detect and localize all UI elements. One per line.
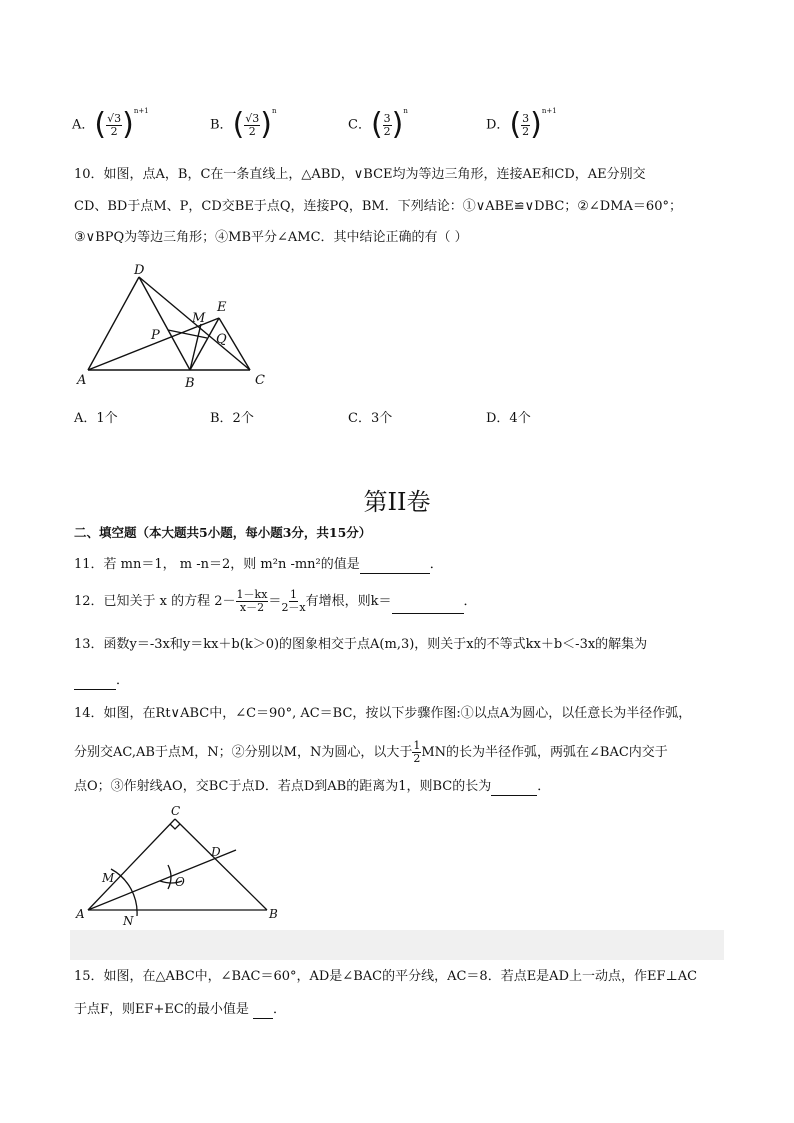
- label-e: E: [217, 300, 227, 315]
- exponent: n+1: [133, 107, 149, 116]
- q9-option-b-label: B．: [210, 117, 233, 133]
- q14-end: ．: [537, 779, 551, 794]
- label-m: M: [102, 871, 115, 885]
- q15-line2: [74, 1001, 286, 1019]
- q14-line2: [74, 740, 668, 765]
- q11-text: 11．若 mn＝1， m -n＝2，则 m²n -mn²的值是: [74, 557, 360, 572]
- q13-answer-blank: [74, 689, 116, 690]
- fraction-numerator: √3: [245, 111, 260, 125]
- q10-option-a: A．1个: [74, 411, 118, 426]
- q12: [74, 589, 477, 614]
- q9-option-b-fraction: [244, 113, 260, 138]
- fraction-numerator: 1－kx: [236, 588, 268, 601]
- q9-option-d-fraction: [521, 113, 530, 138]
- exponent: n: [403, 107, 408, 116]
- q11-end: ．: [429, 557, 443, 572]
- q15-end: ．: [273, 1002, 287, 1017]
- q10-triangle-figure: [70, 260, 280, 395]
- q9-option-c: [348, 107, 408, 142]
- fraction-denominator: 2: [413, 752, 421, 765]
- paren-close: ): [530, 107, 542, 142]
- q12-equals: ＝: [268, 594, 282, 609]
- q10-line1: 10．如图，点A，B，C在一条直线上，△ABD，∨BCE均为等边三角形，连接AE和CD，AE分别交: [74, 167, 646, 182]
- q12-end: ．: [463, 594, 477, 609]
- q9-option-a: [72, 107, 149, 142]
- label-b: B: [185, 376, 195, 391]
- q9-option-b: [210, 107, 277, 142]
- fraction-numerator: 3: [383, 111, 391, 125]
- q12-fraction-2: [281, 589, 305, 614]
- label-o: O: [175, 875, 185, 889]
- section-heading: 二、填空题（本大题共5小题，每小题3分，共15分）: [74, 525, 372, 540]
- q15-text: 于点F，则EF+EC的最小值是: [74, 1002, 249, 1017]
- q9-option-d-label: D．: [486, 117, 510, 133]
- q11-answer-blank: [360, 573, 430, 574]
- fraction-denominator: 2－x: [281, 601, 306, 614]
- label-m: M: [192, 311, 206, 326]
- q10-line3: ③∨BPQ为等边三角形；④MB平分∠AMC．其中结论正确的有（ ）: [74, 230, 468, 245]
- exponent: n+1: [541, 107, 557, 116]
- q9-option-c-label: C．: [348, 117, 371, 133]
- q9-option-a-label: A．: [72, 117, 95, 133]
- q14-half-fraction: [412, 740, 421, 765]
- q9-option-d: [486, 107, 557, 142]
- q12-text-2: 有增根，则k＝: [305, 594, 392, 609]
- label-b: B: [269, 907, 278, 921]
- q11: [74, 556, 443, 574]
- q13-end: ．: [116, 673, 130, 688]
- line-cb: [175, 819, 267, 910]
- q13-line1: 13．函数y＝-3x和y＝kx＋b(k＞0)的图象相交于点A(m,3)，则关于x的不等式kx＋b＜-3x的解集为: [74, 637, 648, 652]
- q14-text-3: 点O；③作射线AO，交BC于点D．若点D到AB的距离为1，则BC的长为: [74, 779, 492, 794]
- q13-line2: [74, 672, 129, 690]
- paren-open: (: [370, 107, 383, 142]
- fraction-denominator: x－2: [239, 601, 265, 614]
- right-angle-mark: [170, 824, 180, 829]
- q10-option-c: C．3个: [348, 411, 393, 426]
- q14-answer-blank: [491, 795, 537, 796]
- label-p: P: [151, 328, 160, 343]
- line-bm: [190, 324, 201, 370]
- q14-line1: 14．如图，在Rt∨ABC中，∠C＝90°, AC＝BC，按以下步骤作图:①以点A为圆心，以任意长为半径作弧，: [74, 706, 692, 721]
- q12-text: 12．已知关于 x 的方程 2－: [74, 594, 236, 609]
- q10-option-d: D．4个: [486, 411, 531, 426]
- gray-separator-bar: [70, 930, 724, 960]
- fraction-denominator: 2: [383, 124, 391, 138]
- label-a: A: [77, 373, 87, 388]
- arc-mn: [111, 869, 137, 916]
- q9-option-a-fraction: [106, 113, 122, 138]
- line-db: [139, 277, 190, 370]
- fraction-numerator: 3: [522, 111, 530, 125]
- exponent: n: [272, 107, 277, 116]
- q14-text-2: MN的长为半径作弧，两弧在∠BAC内交于: [421, 745, 668, 760]
- label-d: D: [134, 263, 145, 278]
- q10-option-b: B．2个: [210, 411, 254, 426]
- fraction-numerator: 1: [413, 739, 421, 752]
- label-c: C: [171, 805, 181, 818]
- q10-line2: CD、BD于点M、P，CD交BE于点Q，连接PQ，BM．下列结论：①∨ABE≌∨DBC；②∠DMA＝60°；: [74, 199, 682, 214]
- paren-open: (: [509, 107, 522, 142]
- fraction-denominator: 2: [110, 124, 118, 138]
- fraction-denominator: 2: [248, 124, 256, 138]
- q12-fraction-1: [236, 589, 269, 614]
- paren-open: (: [94, 107, 107, 142]
- line-ad: [88, 277, 139, 370]
- label-a: A: [76, 907, 85, 921]
- q15-answer-blank: [253, 1018, 273, 1019]
- label-d: D: [211, 845, 221, 859]
- q15-line1: 15．如图，在△ABC中，∠BAC＝60°，AD是∠BAC的平分线，AC＝8．若点E是AD上一动点，作EF⊥AC: [74, 969, 698, 984]
- q9-option-c-fraction: [383, 113, 392, 138]
- label-c: C: [255, 373, 265, 388]
- paren-close: ): [391, 107, 404, 142]
- line-ac: [88, 819, 175, 910]
- q14-triangle-figure: [70, 805, 290, 930]
- label-q: Q: [216, 332, 227, 347]
- paren-close: ): [260, 107, 273, 142]
- paren-open: (: [232, 107, 245, 142]
- fraction-numerator: √3: [107, 111, 122, 125]
- q14-line3: [74, 778, 550, 796]
- fraction-denominator: 2: [522, 124, 530, 138]
- section-title: 第II卷: [363, 488, 431, 516]
- paren-close: ): [122, 107, 134, 142]
- fraction-numerator: 1: [290, 588, 298, 601]
- q14-text: 分别交AC,AB于点M，N；②分别以M，N为圆心，以大于: [74, 745, 413, 760]
- q12-answer-blank: [392, 613, 464, 614]
- label-n: N: [123, 914, 134, 928]
